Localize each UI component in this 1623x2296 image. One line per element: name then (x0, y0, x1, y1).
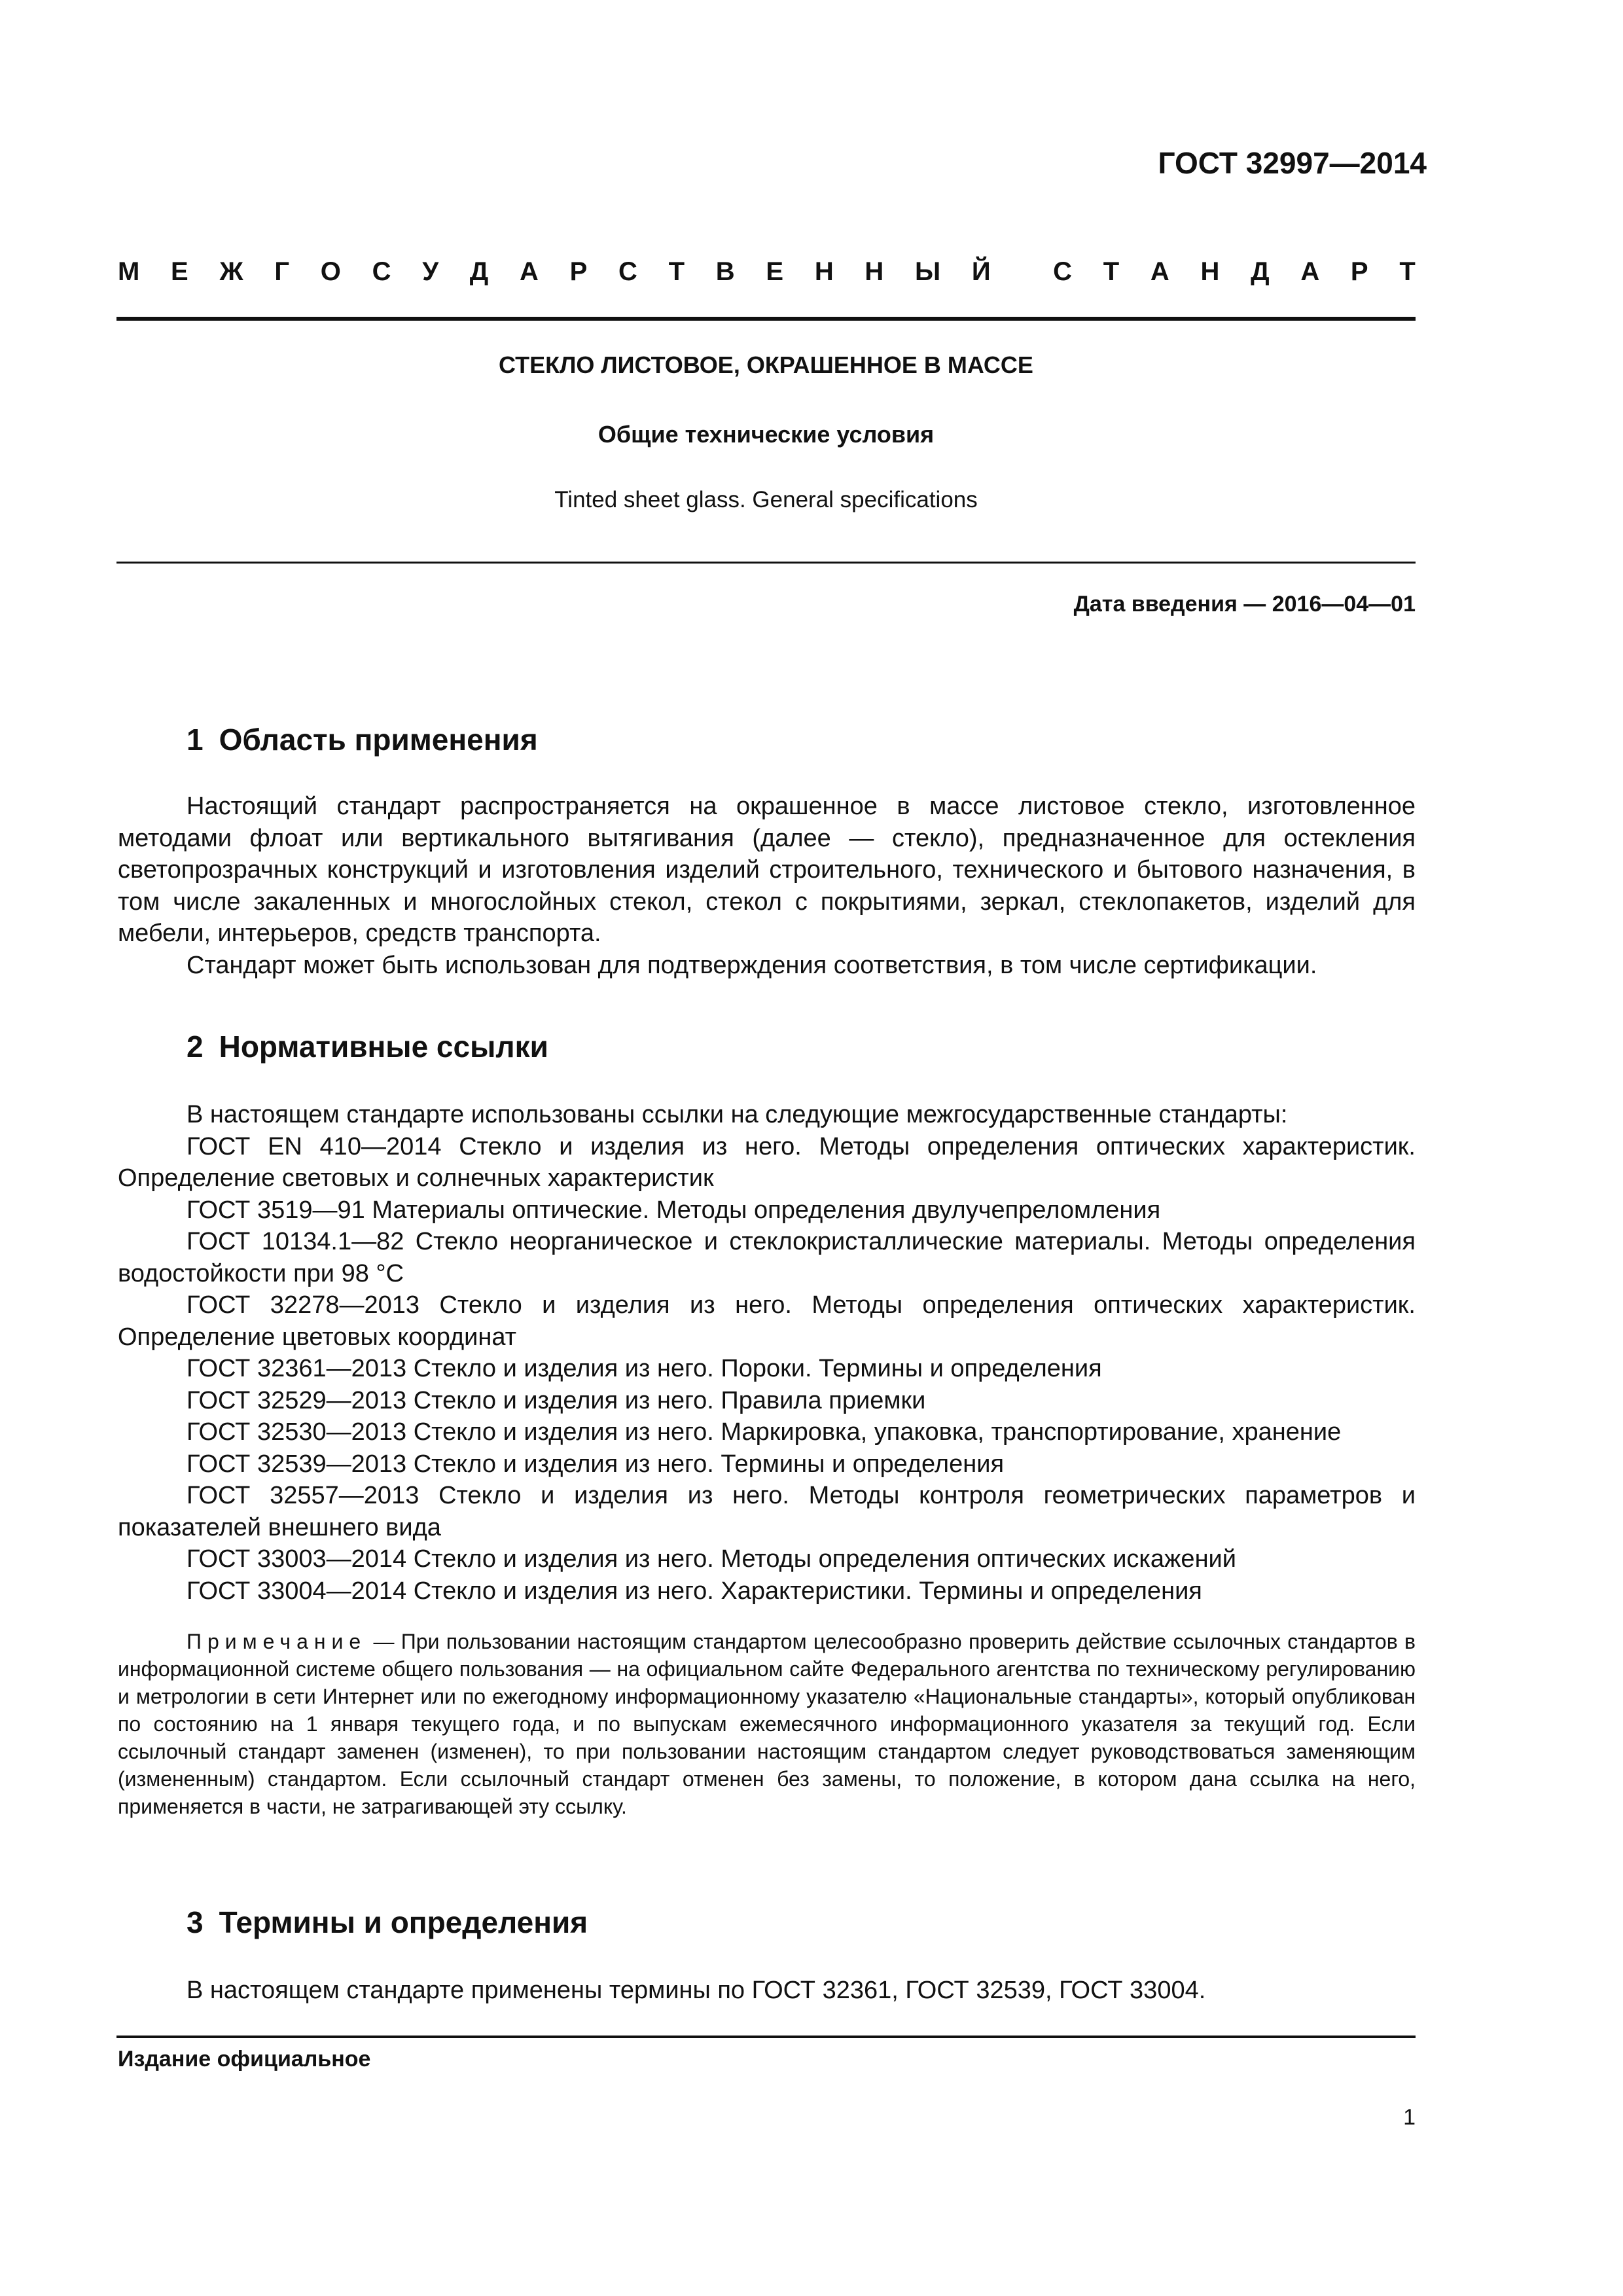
standard-type-letter: Й (971, 257, 991, 286)
reference-item (118, 1543, 1416, 1575)
reference-title: Стекло и изделия из него. Правила приемки (413, 1386, 926, 1414)
reference-item (118, 1226, 1416, 1289)
standard-type-letter: Г (274, 257, 290, 286)
references-note (118, 1628, 1416, 1820)
header-divider (116, 317, 1416, 321)
reference-item (118, 1353, 1416, 1385)
standard-type-letter: С (618, 257, 637, 286)
document-title: СТЕКЛО ЛИСТОВОЕ, ОКРАШЕННОЕ В МАССЕ (499, 351, 1033, 378)
section-heading-terms (187, 1905, 588, 1940)
standard-type-letter: Н (814, 257, 834, 286)
reference-title: Стекло и изделия из него. Методы определения оптических характеристик. Определение световых и солнечных характеристик (118, 1132, 1416, 1192)
standard-type-letter: Н (1200, 257, 1220, 286)
document-number: ГОСТ 32997—2014 (1158, 146, 1427, 180)
section-number: 3 (187, 1905, 204, 1939)
standard-type-letter: Н (865, 257, 884, 286)
paragraph: Стандарт может быть использован для подтверждения соответствия, в том числе сертификации. (187, 951, 1317, 979)
standard-type-letter: Р (569, 257, 588, 286)
reference-code: ГОСТ 32539—2013 (187, 1450, 407, 1478)
note-label: Примечание (187, 1630, 367, 1653)
standard-type-letter: С (1053, 257, 1072, 286)
section-body-references (118, 1099, 1416, 1607)
reference-title: Стекло и изделия из него. Пороки. Термины и определения (413, 1355, 1102, 1382)
section-title: Нормативные ссылки (219, 1030, 548, 1064)
section-number: 1 (187, 723, 204, 757)
paragraph: Настоящий стандарт распространяется на окрашенное в массе листовое стекло, изготовленное методами флоат или вертикального вытягивания (далее — стекло), предназначенное для остекления светопрозрачных конструкций и изготовления изделий строительного, технического и бытового назначения, в том числе закаленных и многослойных стекол, стекол с покрытиями, зеркал, стеклопакетов, изделий для мебели, интерьеров, средств транспорта. (118, 793, 1416, 947)
standard-type-letter: У (422, 257, 439, 286)
page-number: 1 (1403, 2105, 1416, 2130)
standard-type-letter: Д (469, 257, 489, 286)
document-title-english: Tinted sheet glass. General specifications (554, 487, 978, 512)
section-heading-normative-references (187, 1029, 548, 1064)
section-title: Термины и определения (219, 1905, 588, 1939)
reference-title: Стекло и изделия из него. Методы определения оптических характеристик. Определение цветовых координат (118, 1291, 1416, 1351)
section-body-terms (118, 1975, 1416, 2007)
reference-code: ГОСТ 33003—2014 (187, 1545, 407, 1573)
standard-type-letter: А (1300, 257, 1320, 286)
reference-title: Стекло и изделия из него. Термины и определения (413, 1450, 1005, 1478)
reference-code: ГОСТ 32278—2013 (187, 1291, 420, 1319)
standard-type-letter: Т (1399, 257, 1416, 286)
standard-type-letter: Ж (219, 257, 243, 286)
reference-title: Материалы оптические. Методы определения двулучепреломления (372, 1196, 1161, 1224)
standard-type-letter: С (372, 257, 391, 286)
standard-type-letter: А (520, 257, 539, 286)
title-divider (116, 562, 1416, 564)
reference-code: ГОСТ 33004—2014 (187, 1577, 407, 1605)
introduction-date: Дата введения — 2016—04—01 (1073, 592, 1416, 617)
reference-item (118, 1194, 1416, 1227)
note-text: — При пользовании настоящим стандартом целесообразно проверить действие ссылочных стандартов в информационной системе общего пользования — на официальном сайте Федерального агентства по техническому регулированию и метрологии в сети Интернет или по ежегодному информационному указателю «Национальные стандарты», который опубликован по состоянию на 1 января текущего года, и по выпускам ежемесячного информационного указателя за текущий год. Если ссылочный стандарт заменен (изменен), то при пользовании настоящим стандартом следует руководствоваться заменяющим (измененным) стандартом. Если ссылочный стандарт отменен без замены, то положение, в котором дана ссылка на него, применяется в части, не затрагивающей эту ссылку. (118, 1630, 1416, 1818)
reference-title: Стекло неорганическое и стеклокристаллические материалы. Методы определения водостойкости при 98 °С (118, 1228, 1416, 1287)
reference-title: Стекло и изделия из него. Маркировка, упаковка, транспортирование, хранение (413, 1418, 1342, 1446)
standard-type-letter: Д (1251, 257, 1270, 286)
standard-type-letter: Т (668, 257, 685, 286)
reference-title: Стекло и изделия из него. Методы определения оптических искажений (413, 1545, 1237, 1573)
paragraph: В настоящем стандарте применены термины по ГОСТ 32361, ГОСТ 32539, ГОСТ 33004. (187, 1977, 1206, 2004)
reference-code: ГОСТ 10134.1—82 (187, 1228, 404, 1255)
standard-type-letter: Р (1350, 257, 1368, 286)
standard-type-heading (118, 257, 1416, 287)
standard-type-letter: Ы (915, 257, 941, 286)
reference-item (118, 1416, 1416, 1448)
standard-type-letter: В (715, 257, 735, 286)
section-title: Область применения (219, 723, 538, 757)
reference-item (118, 1448, 1416, 1480)
reference-code: ГОСТ 32557—2013 (187, 1482, 419, 1509)
reference-item (118, 1289, 1416, 1353)
reference-item (118, 1575, 1416, 1607)
reference-title: Стекло и изделия из него. Характеристики. Термины и определения (413, 1577, 1202, 1605)
standard-type-letter: О (320, 257, 341, 286)
standard-type-letter: Т (1103, 257, 1120, 286)
standard-type-letter: М (118, 257, 140, 286)
reference-code: ГОСТ 32529—2013 (187, 1386, 407, 1414)
reference-item (118, 1385, 1416, 1417)
reference-code: ГОСТ EN 410—2014 (187, 1132, 442, 1160)
reference-code: ГОСТ 32361—2013 (187, 1355, 407, 1382)
standard-type-letter: Е (766, 257, 784, 286)
standard-type-letter: Е (171, 257, 188, 286)
paragraph: В настоящем стандарте использованы ссылки на следующие межгосударственные стандарты: (187, 1101, 1288, 1128)
reference-code: ГОСТ 3519—91 (187, 1196, 365, 1224)
reference-item (118, 1131, 1416, 1194)
document-subtitle: Общие технические условия (597, 421, 935, 448)
reference-item (118, 1480, 1416, 1543)
reference-title: Стекло и изделия из него. Методы контроля геометрических параметров и показателей внешнего вида (118, 1482, 1416, 1541)
footer-divider (116, 2036, 1416, 2038)
edition-label: Издание официальное (118, 2047, 371, 2072)
section-heading-scope (187, 722, 538, 757)
section-body-scope (118, 791, 1416, 981)
reference-code: ГОСТ 32530—2013 (187, 1418, 407, 1446)
section-number: 2 (187, 1030, 204, 1064)
standard-type-letter: А (1150, 257, 1169, 286)
